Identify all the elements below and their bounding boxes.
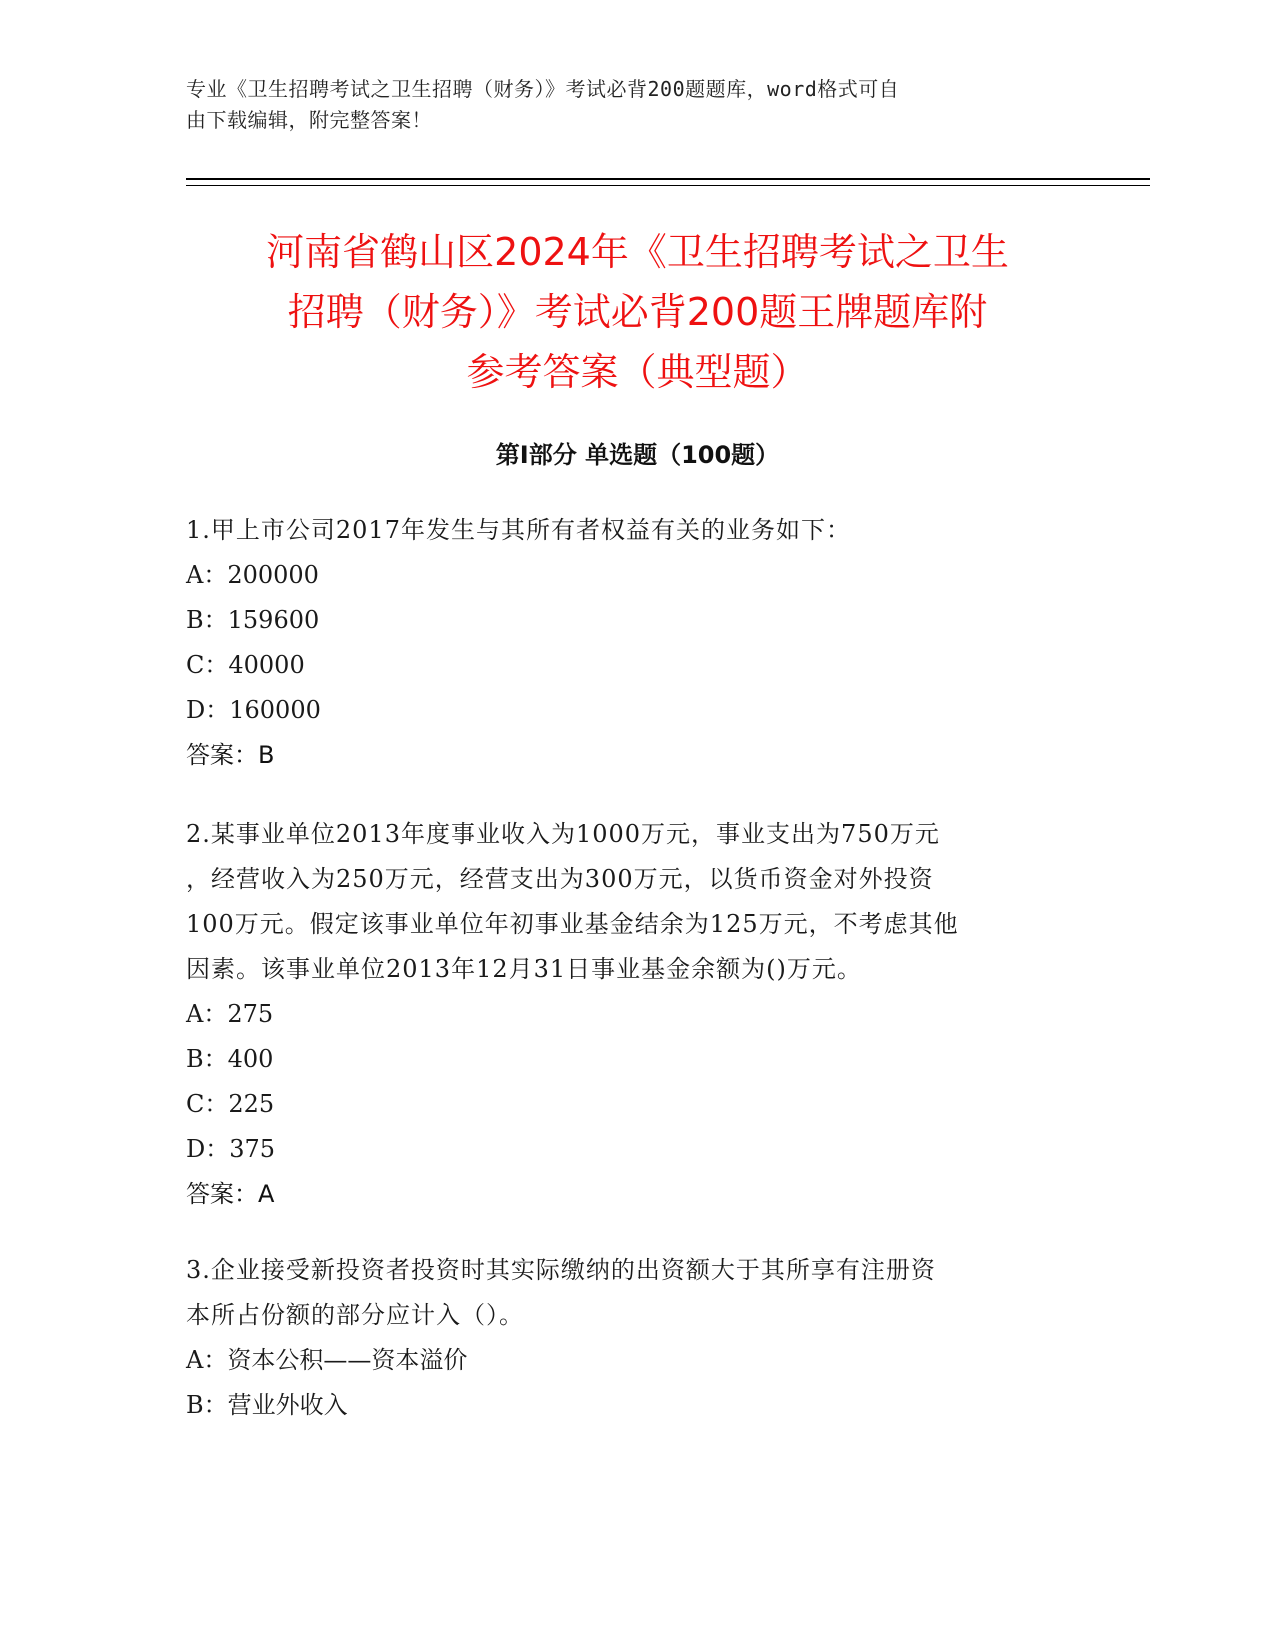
option-a: A：资本公积——资本溢价	[186, 1346, 468, 1374]
option-b: B：400	[186, 1045, 274, 1073]
question-stem-line-2: 本所占份额的部分应计入（）。	[186, 1301, 524, 1329]
question-stem-line-1: 3.企业接受新投资者投资时其实际缴纳的出资额大于其所享有注册资	[186, 1256, 936, 1284]
question-stem-line-4: 因素。该事业单位2013年12月31日事业基金余额为()万元。	[186, 955, 862, 983]
option-b: B：159600	[186, 606, 320, 634]
option-d: D：160000	[186, 696, 321, 724]
option-d: D：375	[186, 1135, 276, 1163]
question-stem-line-2: ，经营收入为250万元，经营支出为300万元，以货币资金对外投资	[186, 865, 934, 893]
option-c: C：225	[186, 1090, 275, 1118]
question-2	[186, 812, 1086, 1217]
document-title	[150, 222, 1125, 402]
option-b: B：营业外收入	[186, 1391, 348, 1419]
document-title-line-2: 招聘（财务）》考试必背200题王牌题库附	[287, 290, 988, 334]
answer: 答案：B	[186, 741, 275, 769]
question-3	[186, 1248, 1086, 1428]
header-divider-thick	[186, 178, 1150, 180]
answer: 答案：A	[186, 1180, 275, 1208]
option-a: A：200000	[186, 561, 319, 589]
header-note-line-1: 专业《卫生招聘考试之卫生招聘（财务）》考试必背200题题库，word格式可自	[186, 77, 900, 101]
header-note	[186, 74, 1066, 136]
question-stem-line-1: 2.某事业单位2013年度事业收入为1000万元，事业支出为750万元	[186, 820, 940, 848]
option-c: C：40000	[186, 651, 305, 679]
question-stem-line-3: 100万元。假定该事业单位年初事业基金结余为125万元，不考虑其他	[186, 910, 959, 938]
question-stem: 1.甲上市公司2017年发生与其所有者权益有关的业务如下：	[186, 516, 851, 544]
question-1	[186, 508, 1086, 778]
section-title: 第Ⅰ部分 单选题（100题）	[495, 441, 780, 469]
document-title-line-1: 河南省鹤山区2024年《卫生招聘考试之卫生	[266, 230, 1009, 274]
header-note-line-2: 由下载编辑，附完整答案！	[186, 108, 432, 132]
option-a: A：275	[186, 1000, 274, 1028]
header-divider-thin	[186, 185, 1150, 186]
document-title-line-3: 参考答案（典型题）	[466, 350, 809, 394]
